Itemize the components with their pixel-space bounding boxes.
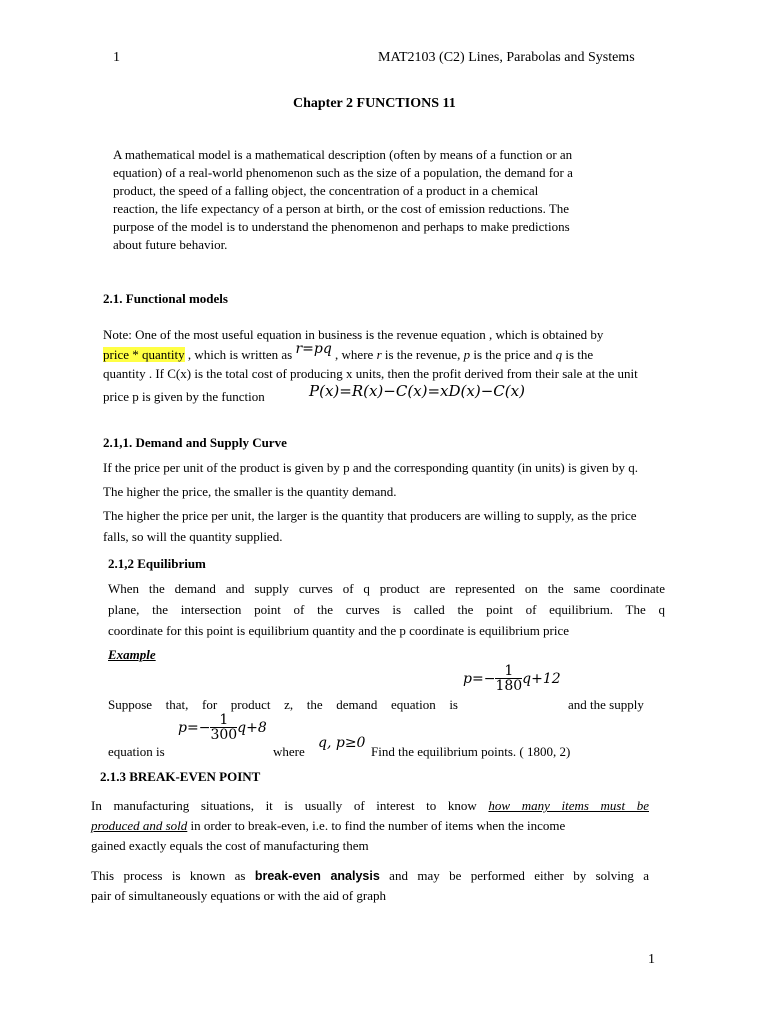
fraction-numerator: 1 bbox=[210, 713, 237, 728]
note-line-2 bbox=[103, 341, 594, 364]
breakeven-line bbox=[91, 797, 649, 815]
fraction-denominator: 180 bbox=[495, 678, 523, 694]
breakeven-line bbox=[91, 817, 649, 835]
intro-line: A mathematical model is a mathematical description (often by means of a function or an bbox=[113, 147, 573, 162]
text-run: In manufacturing situations, it is usually of interest to know bbox=[91, 798, 489, 813]
fraction-numerator: 1 bbox=[495, 664, 522, 679]
example-line-2b: where bbox=[273, 744, 305, 759]
demand-line-3: The higher the price per unit, the larger is the quantity that producers are willing to supply, as the price bbox=[103, 508, 637, 523]
bold-term: break-even analysis bbox=[254, 869, 380, 883]
section-heading-2-1-2: 2.1,2 Equilibrium bbox=[108, 556, 206, 571]
breakeven-line: gained exactly equals the cost of manufacturing them bbox=[91, 838, 369, 853]
intro-line: purpose of the model is to understand the phenomenon and perhaps to make predictions bbox=[113, 219, 570, 234]
condition-expression: q, p≥0 bbox=[318, 735, 366, 751]
note-line-3: quantity . If C(x) is the total cost of producing x units, then the profit derived from their sale at the unit bbox=[103, 366, 638, 381]
section-heading-2-1-1: 2.1,1. Demand and Supply Curve bbox=[103, 435, 287, 450]
equilibrium-paragraph bbox=[108, 580, 665, 640]
var-r: r bbox=[376, 347, 382, 362]
intro-line: reaction, the life expectancy of a person at birth, or the cost of emission reductions. The bbox=[113, 201, 570, 216]
intro-line: equation) of a real-world phenomenon such as the size of a population, the demand for a bbox=[113, 165, 573, 180]
text-run: This process is known as bbox=[91, 868, 255, 883]
text-run: in order to break-even, i.e. to find the number of items when the income bbox=[187, 818, 566, 833]
fraction bbox=[495, 664, 522, 693]
breakeven-line: pair of simultaneously equations or with the aid of graph bbox=[91, 888, 386, 903]
demand-line-4: falls, so will the quantity supplied. bbox=[103, 529, 283, 544]
chapter-title: Chapter 2 FUNCTIONS 11 bbox=[293, 96, 456, 111]
breakeven-paragraph-1 bbox=[91, 797, 649, 855]
example-text: Suppose that, for product z, the demand equation is bbox=[108, 697, 458, 712]
text-run: is the revenue, bbox=[381, 347, 464, 362]
underlined-phrase: produced and sold bbox=[91, 818, 188, 833]
intro-line: product, the speed of a falling object, the concentration of a product in a chemical bbox=[113, 183, 539, 198]
text-run: and may be performed either by solving a bbox=[379, 868, 649, 883]
section-heading-2-1: 2.1. Functional models bbox=[103, 291, 228, 306]
var-q: q bbox=[555, 347, 563, 362]
revenue-equation: r=pq bbox=[295, 341, 332, 357]
highlighted-phrase: price * quantity bbox=[103, 347, 185, 362]
example-line-2c: Find the equilibrium points. ( 1800, 2) bbox=[371, 744, 571, 759]
text-run: , where bbox=[331, 347, 377, 362]
breakeven-line bbox=[91, 867, 649, 885]
demand-line-2: The higher the price, the smaller is the quantity demand. bbox=[103, 484, 397, 499]
text-run: , which is written as bbox=[184, 347, 296, 362]
breakeven-paragraph-2 bbox=[91, 867, 649, 905]
supply-equation bbox=[178, 713, 267, 742]
example-line-2a: equation is bbox=[108, 744, 165, 759]
eq-rhs: q+8 bbox=[237, 719, 267, 736]
underlined-phrase: how many items must be bbox=[488, 798, 649, 813]
example-line-1a bbox=[108, 696, 458, 714]
equilibrium-line: When the demand and supply curves of q product are represented on the same coordinate bbox=[108, 581, 665, 596]
example-label: Example bbox=[108, 647, 156, 662]
example-line-1b: and the supply bbox=[568, 697, 644, 712]
note-line-1: Note: One of the most useful equation in business is the revenue equation , which is obtained by bbox=[103, 327, 604, 342]
intro-paragraph bbox=[113, 146, 653, 254]
section-heading-2-1-3: 2.1.3 BREAK-EVEN POINT bbox=[100, 769, 261, 784]
intro-line: about future behavior. bbox=[113, 237, 228, 252]
eq-rhs: q+12 bbox=[522, 670, 561, 687]
eq-lhs: p=− bbox=[463, 670, 496, 687]
equilibrium-line: plane, the intersection point of the curves is called the point of equilibrium. The q bbox=[108, 602, 665, 617]
note-line-4: price p is given by the function bbox=[103, 389, 265, 404]
fraction bbox=[210, 713, 237, 742]
header-course-title: MAT2103 (C2) Lines, Parabolas and Systems bbox=[378, 50, 635, 65]
text-run: is the price and bbox=[470, 347, 556, 362]
fraction-denominator: 300 bbox=[210, 727, 238, 743]
var-p: p bbox=[463, 347, 471, 362]
profit-equation: P(x)=R(x)−C(x)=xD(x)−C(x) bbox=[309, 382, 525, 400]
demand-line-1: If the price per unit of the product is given by p and the corresponding quantity (in units) is given by q. bbox=[103, 460, 639, 475]
footer-page-number: 1 bbox=[648, 952, 655, 967]
demand-equation bbox=[463, 664, 561, 693]
eq-lhs: p=− bbox=[178, 719, 211, 736]
text-run: is the bbox=[562, 347, 594, 362]
header-page-number: 1 bbox=[113, 50, 120, 65]
equilibrium-line: coordinate for this point is equilibrium quantity and the p coordinate is equilibrium price bbox=[108, 623, 570, 638]
